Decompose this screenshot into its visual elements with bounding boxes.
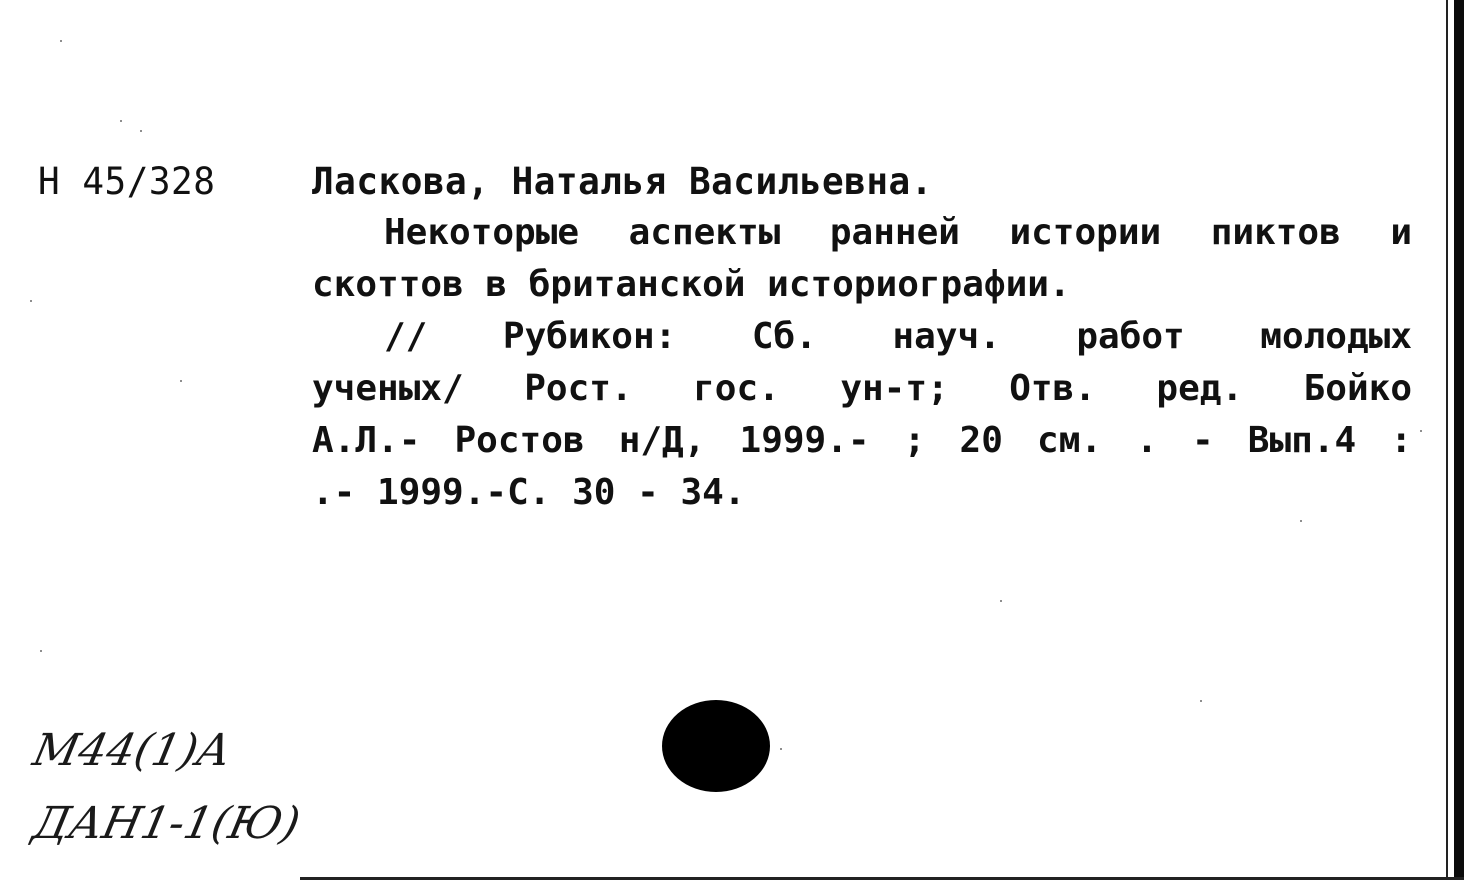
scan-speck: [180, 380, 182, 382]
card-edge-border: [1454, 0, 1464, 880]
scan-speck: [120, 120, 122, 122]
source-line: ученых/ Рост. гос. ун-т; Отв. ред. Бойко: [312, 368, 1412, 409]
scan-speck: [140, 130, 142, 132]
handwritten-note: ДАН1-1(Ю): [28, 798, 305, 849]
scan-speck: [1300, 520, 1302, 522]
scan-speck: [40, 650, 42, 652]
scan-speck: [1200, 700, 1202, 702]
scan-speck: [780, 748, 782, 750]
source-line: А.Л.- Ростов н/Д, 1999.- ; 20 см. . - Вып.4 :: [312, 420, 1412, 461]
scan-speck: [30, 300, 32, 302]
source-line: // Рубикон: Сб. науч. работ молодых: [384, 316, 1412, 357]
card-edge-line: [1446, 0, 1448, 880]
author-heading: Ласкова, Наталья Васильевна.: [312, 160, 933, 204]
title-line: скоттов в британской историографии.: [312, 264, 1071, 305]
scan-speck: [1000, 600, 1002, 602]
call-number: Н 45/328: [38, 160, 216, 204]
scan-speck: [1420, 430, 1422, 432]
source-line: .- 1999.-С. 30 - 34.: [312, 472, 746, 513]
bibliographic-description: [312, 207, 1412, 519]
punch-hole: [662, 700, 770, 792]
scan-speck: [60, 40, 62, 42]
handwritten-note: М44(1)А: [28, 725, 237, 776]
title-line: Некоторые аспекты ранней истории пиктов и: [384, 212, 1412, 253]
